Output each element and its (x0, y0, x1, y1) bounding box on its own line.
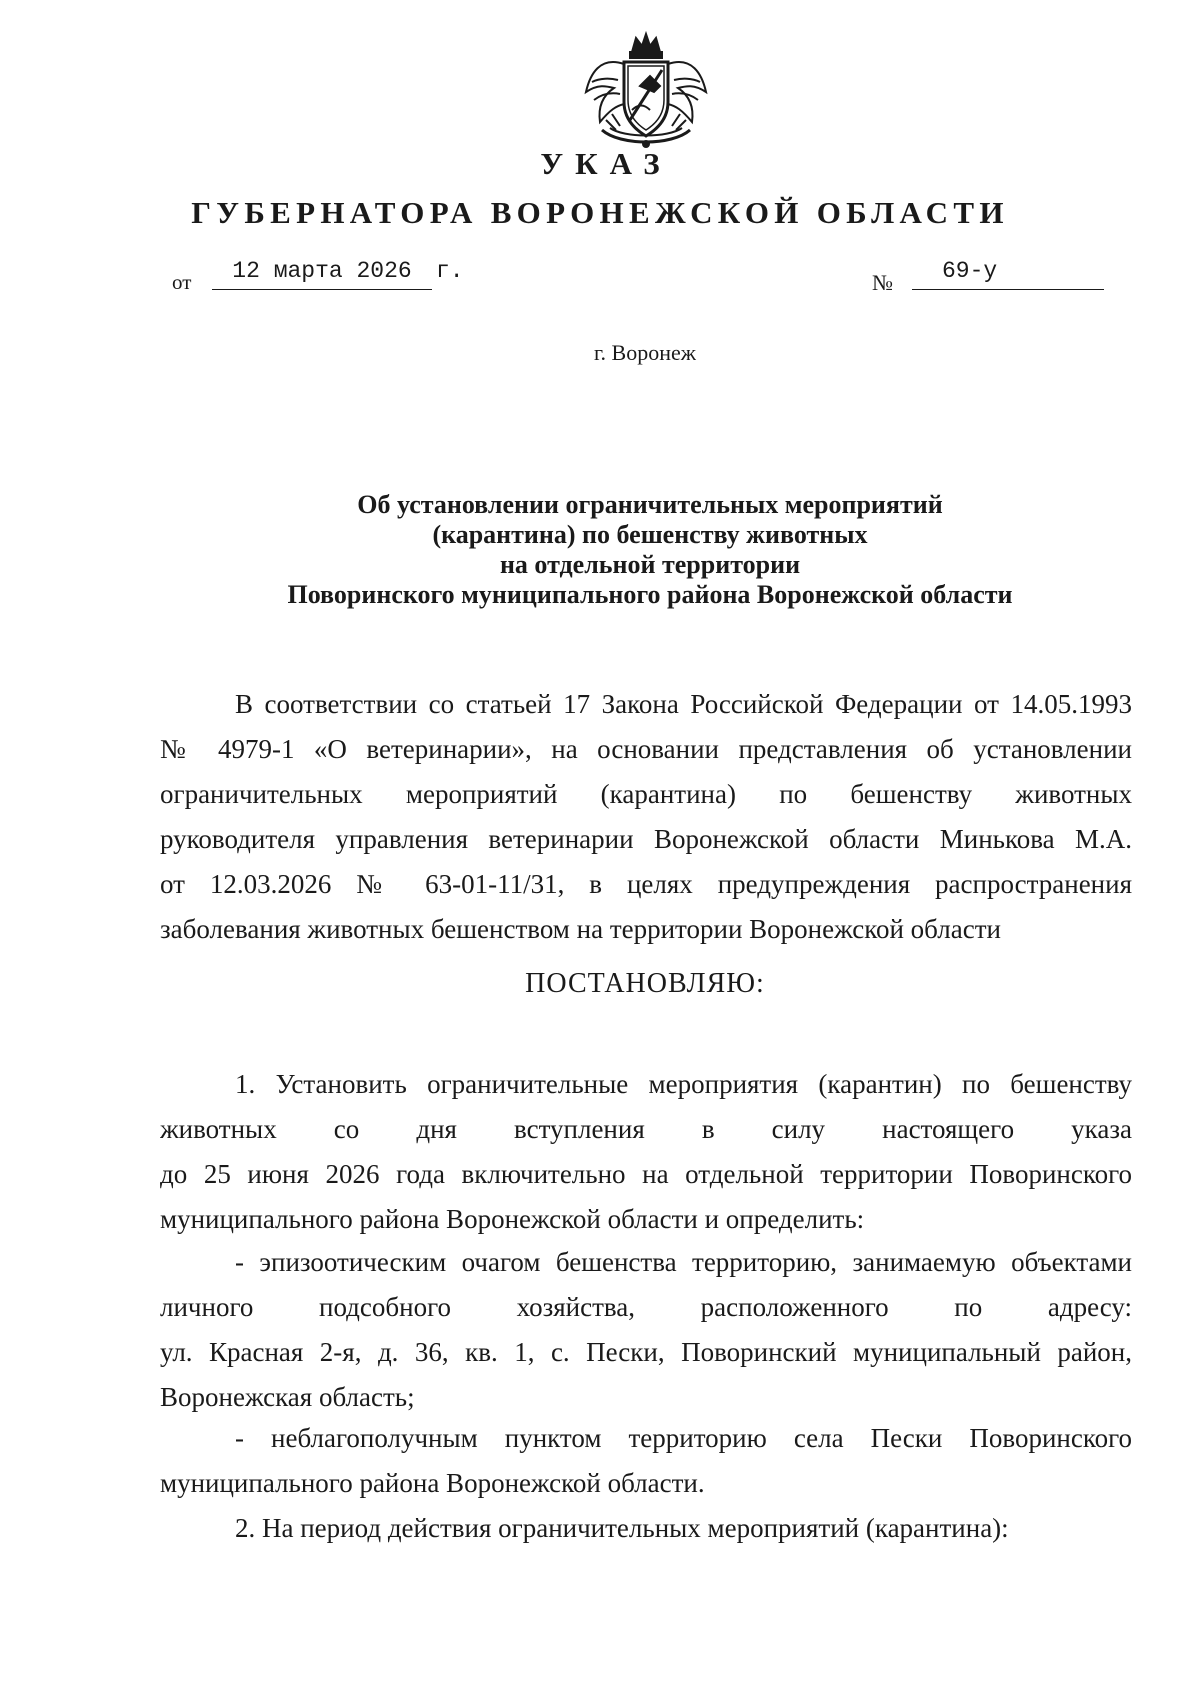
coat-of-arms-emblem (580, 30, 712, 152)
paragraph-line: заболевания животных бешенством на территории Воронежской области (160, 914, 1001, 944)
title-line: Поворинского муниципального района Воронежской области (287, 580, 1013, 609)
date-value: 12 марта 2026 (212, 258, 432, 290)
paragraph-line: ул. Красная 2-я, д. 36, кв. 1, с. Пески, Поворинский муниципальный район, (160, 1337, 1132, 1367)
decree-word: ПОСТАНОВЛЯЮ: (525, 968, 765, 999)
paragraph-line: 1. Установить ограничительные мероприятия (карантин) по бешенству (235, 1069, 1132, 1099)
title-line: на отдельной территории (499, 550, 801, 579)
date-prefix: от (172, 270, 192, 294)
paragraph-line: руководителя управления ветеринарии Воронежской области Минькова М.А. (160, 824, 1132, 854)
item-1b-paragraph (160, 1416, 1132, 1506)
paragraph-line: животных со дня вступления в силу настоящего указа (160, 1114, 1132, 1144)
paragraph-line: до 25 июня 2026 года включительно на отдельной территории Поворинского (160, 1159, 1132, 1189)
title-line: Об установлении ограничительных мероприятий (357, 490, 943, 519)
document-author-heading: ГУБЕРНАТОРА ВОРОНЕЖСКОЙ ОБЛАСТИ (191, 195, 1009, 230)
paragraph-line: ограничительных мероприятий (карантина) по бешенству животных (160, 779, 1132, 809)
paragraph-line: Воронежская область; (160, 1382, 415, 1412)
document-title (210, 490, 1090, 610)
paragraph-line: 2. На период действия ограничительных мероприятий (карантина): (235, 1513, 1009, 1543)
number-prefix: № (872, 270, 893, 295)
intro-paragraph (160, 682, 1132, 952)
paragraph-line: муниципального района Воронежской области. (160, 1468, 705, 1498)
item-1-paragraph (160, 1062, 1132, 1242)
document-kind-heading: УКАЗ (540, 146, 672, 181)
paragraph-line: - эпизоотическим очагом бешенства территорию, занимаемую объектами (235, 1247, 1132, 1277)
number-value: 69-у (912, 258, 1104, 290)
paragraph-line: - неблагополучным пунктом территорию села Пески Поворинского (235, 1423, 1132, 1453)
paragraph-line: муниципального района Воронежской области и определить: (160, 1204, 865, 1234)
paragraph-line: № 4979-1 «О ветеринарии», на основании представления об установлении (160, 734, 1132, 764)
title-line: (карантина) по бешенству животных (432, 520, 868, 549)
item-2-paragraph (160, 1506, 1132, 1551)
paragraph-line: от 12.03.2026 № 63-01-11/31, в целях предупреждения распространения (160, 869, 1132, 899)
city-line: г. Воронеж (594, 340, 696, 365)
date-suffix: г. (436, 258, 464, 284)
paragraph-line: В соответствии со статьей 17 Закона Российской Федерации от 14.05.1993 (235, 689, 1132, 719)
item-1a-paragraph (160, 1240, 1132, 1420)
paragraph-line: личного подсобного хозяйства, расположенного по адресу: (160, 1292, 1132, 1322)
